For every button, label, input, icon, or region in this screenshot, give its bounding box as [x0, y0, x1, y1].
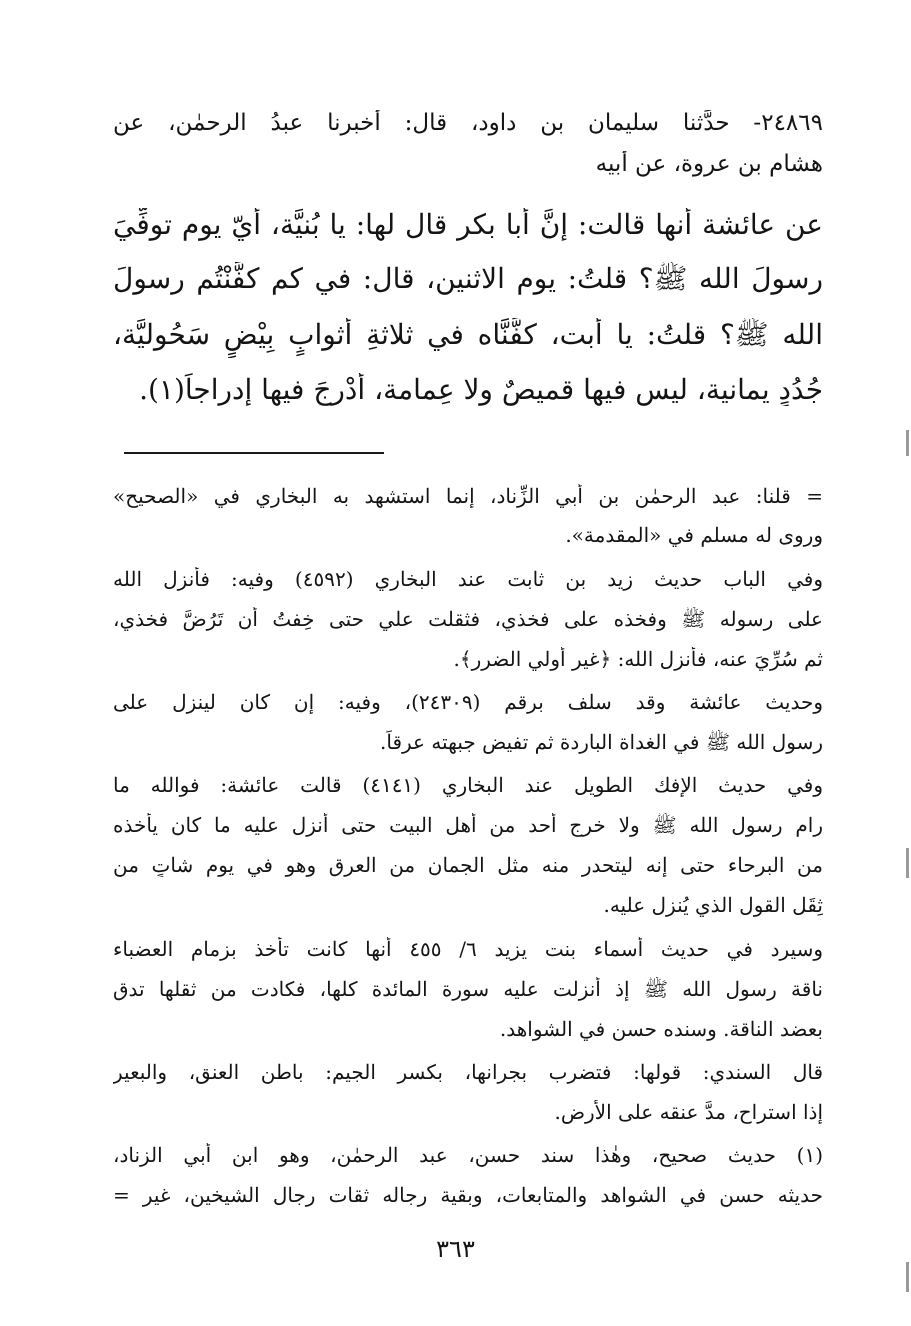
- hadith-matn-line-2: رسولَ الله ﷺ؟ قلتُ: يوم الاثنين، قال: في كم كفَّنْتُم رسولَ: [113, 262, 823, 295]
- footnote-line: على رسوله ﷺ وفخذه على فخذي، فثقلت علي حتى خِفتُ أن تَرُضَّ فخذي،: [113, 607, 823, 631]
- footnote-line: ناقة رسول الله ﷺ إذ أنزلت عليه سورة المائدة كلها، فكادت من ثقلها تدق: [113, 977, 823, 1001]
- footnote-line: وحديث عائشة وقد سلف برقم (٢٤٣٠٩)، وفيه: إن كان لينزل على: [113, 690, 823, 714]
- footnote-line: ثِقَلِ القولِ الذي يُنزل عليه.: [603, 893, 823, 917]
- footnote-line: من البرحاء حتى إنه ليتحدر منه مثل الجمان من العرق وهو في يوم شاتٍ من: [113, 853, 823, 877]
- footnote-line: وفي حديث الإفك الطويل عند البخاري (٤١٤١) قالت عائشة: فوالله ما: [113, 773, 823, 797]
- footnote-line: رام رسول الله ﷺ ولا خرج أحد من أهل البيت حتى أنزل عليه ما كان يأخذه: [113, 813, 823, 837]
- scan-edge-mark: [906, 848, 909, 878]
- page-number: ٣٦٣: [436, 1235, 475, 1263]
- footnote-line: إذا استراح، مدَّ عنقه على الأرض.: [554, 1100, 823, 1124]
- footnote-line: حديثه حسن في الشواهد والمتابعات، وبقية رجاله ثقات رجال الشيخين، غير =: [113, 1183, 823, 1207]
- scan-edge-mark: [906, 430, 909, 456]
- footnote-line: (١) حديث صحيح، وهٰذا سند حسن، عبد الرحمٰن، وهو ابن أبي الزناد،: [113, 1143, 823, 1167]
- footnote-line: = قلنا: عبد الرحمٰن بن أبي الزِّناد، إنما استشهد به البخاري في «الصحيح»: [113, 484, 823, 508]
- hadith-matn-line-4: جُدُدٍ يمانية، ليس فيها قميصٌ ولا عِمامة، أُدْرِجَ فيها إدراجاً(١).: [139, 373, 823, 406]
- scan-edge-mark: [906, 1262, 909, 1292]
- footnote-line: قال السندي: قولها: فتضرب بجرانها، بكسر الجيم: باطن العنق، والبعير: [113, 1060, 823, 1084]
- footnote-line: رسول الله ﷺ في الغداة الباردة ثم تفيض جبهته عرقاً.: [380, 730, 823, 754]
- footnote-line: وسيرد في حديث أسماء بنت يزيد ٦/ ٤٥٥ أنها كانت تأخذ بزمام العضباء: [113, 937, 823, 961]
- footnote-line: وفي الباب حديث زيد بن ثابت عند البخاري (٤٥٩٢) وفيه: فأنزل الله: [113, 567, 823, 591]
- hadith-isnad-line-1: ٢٤٨٦٩- حدَّثنا سليمان بن داود، قال: أخبرنا عبدُ الرحمٰن، عن: [113, 110, 823, 136]
- hadith-isnad-line-2: هشام بن عروة، عن أبيه: [595, 151, 823, 177]
- footnote-separator: [124, 452, 384, 454]
- hadith-matn-line-3: الله ﷺ؟ قلتُ: يا أبت، كفَّنَّاه في ثلاثةِ أثوابٍ بِيْضٍ سَحُوليَّة،: [113, 318, 823, 351]
- footnote-line: ثم سُرِّيَ عنه، فأنزل الله: ﴿غير أولي الضرر﴾.: [453, 647, 823, 671]
- footnote-line: وروى له مسلم في «المقدمة».: [565, 523, 823, 547]
- footnote-line: بعضد الناقة. وسنده حسن في الشواهد.: [499, 1017, 823, 1041]
- hadith-matn-line-1: عن عائشة أنها قالت: إنَّ أبا بكر قال لها: يا بُنيَّة، أيّ يوم توفِّيَ: [113, 208, 823, 241]
